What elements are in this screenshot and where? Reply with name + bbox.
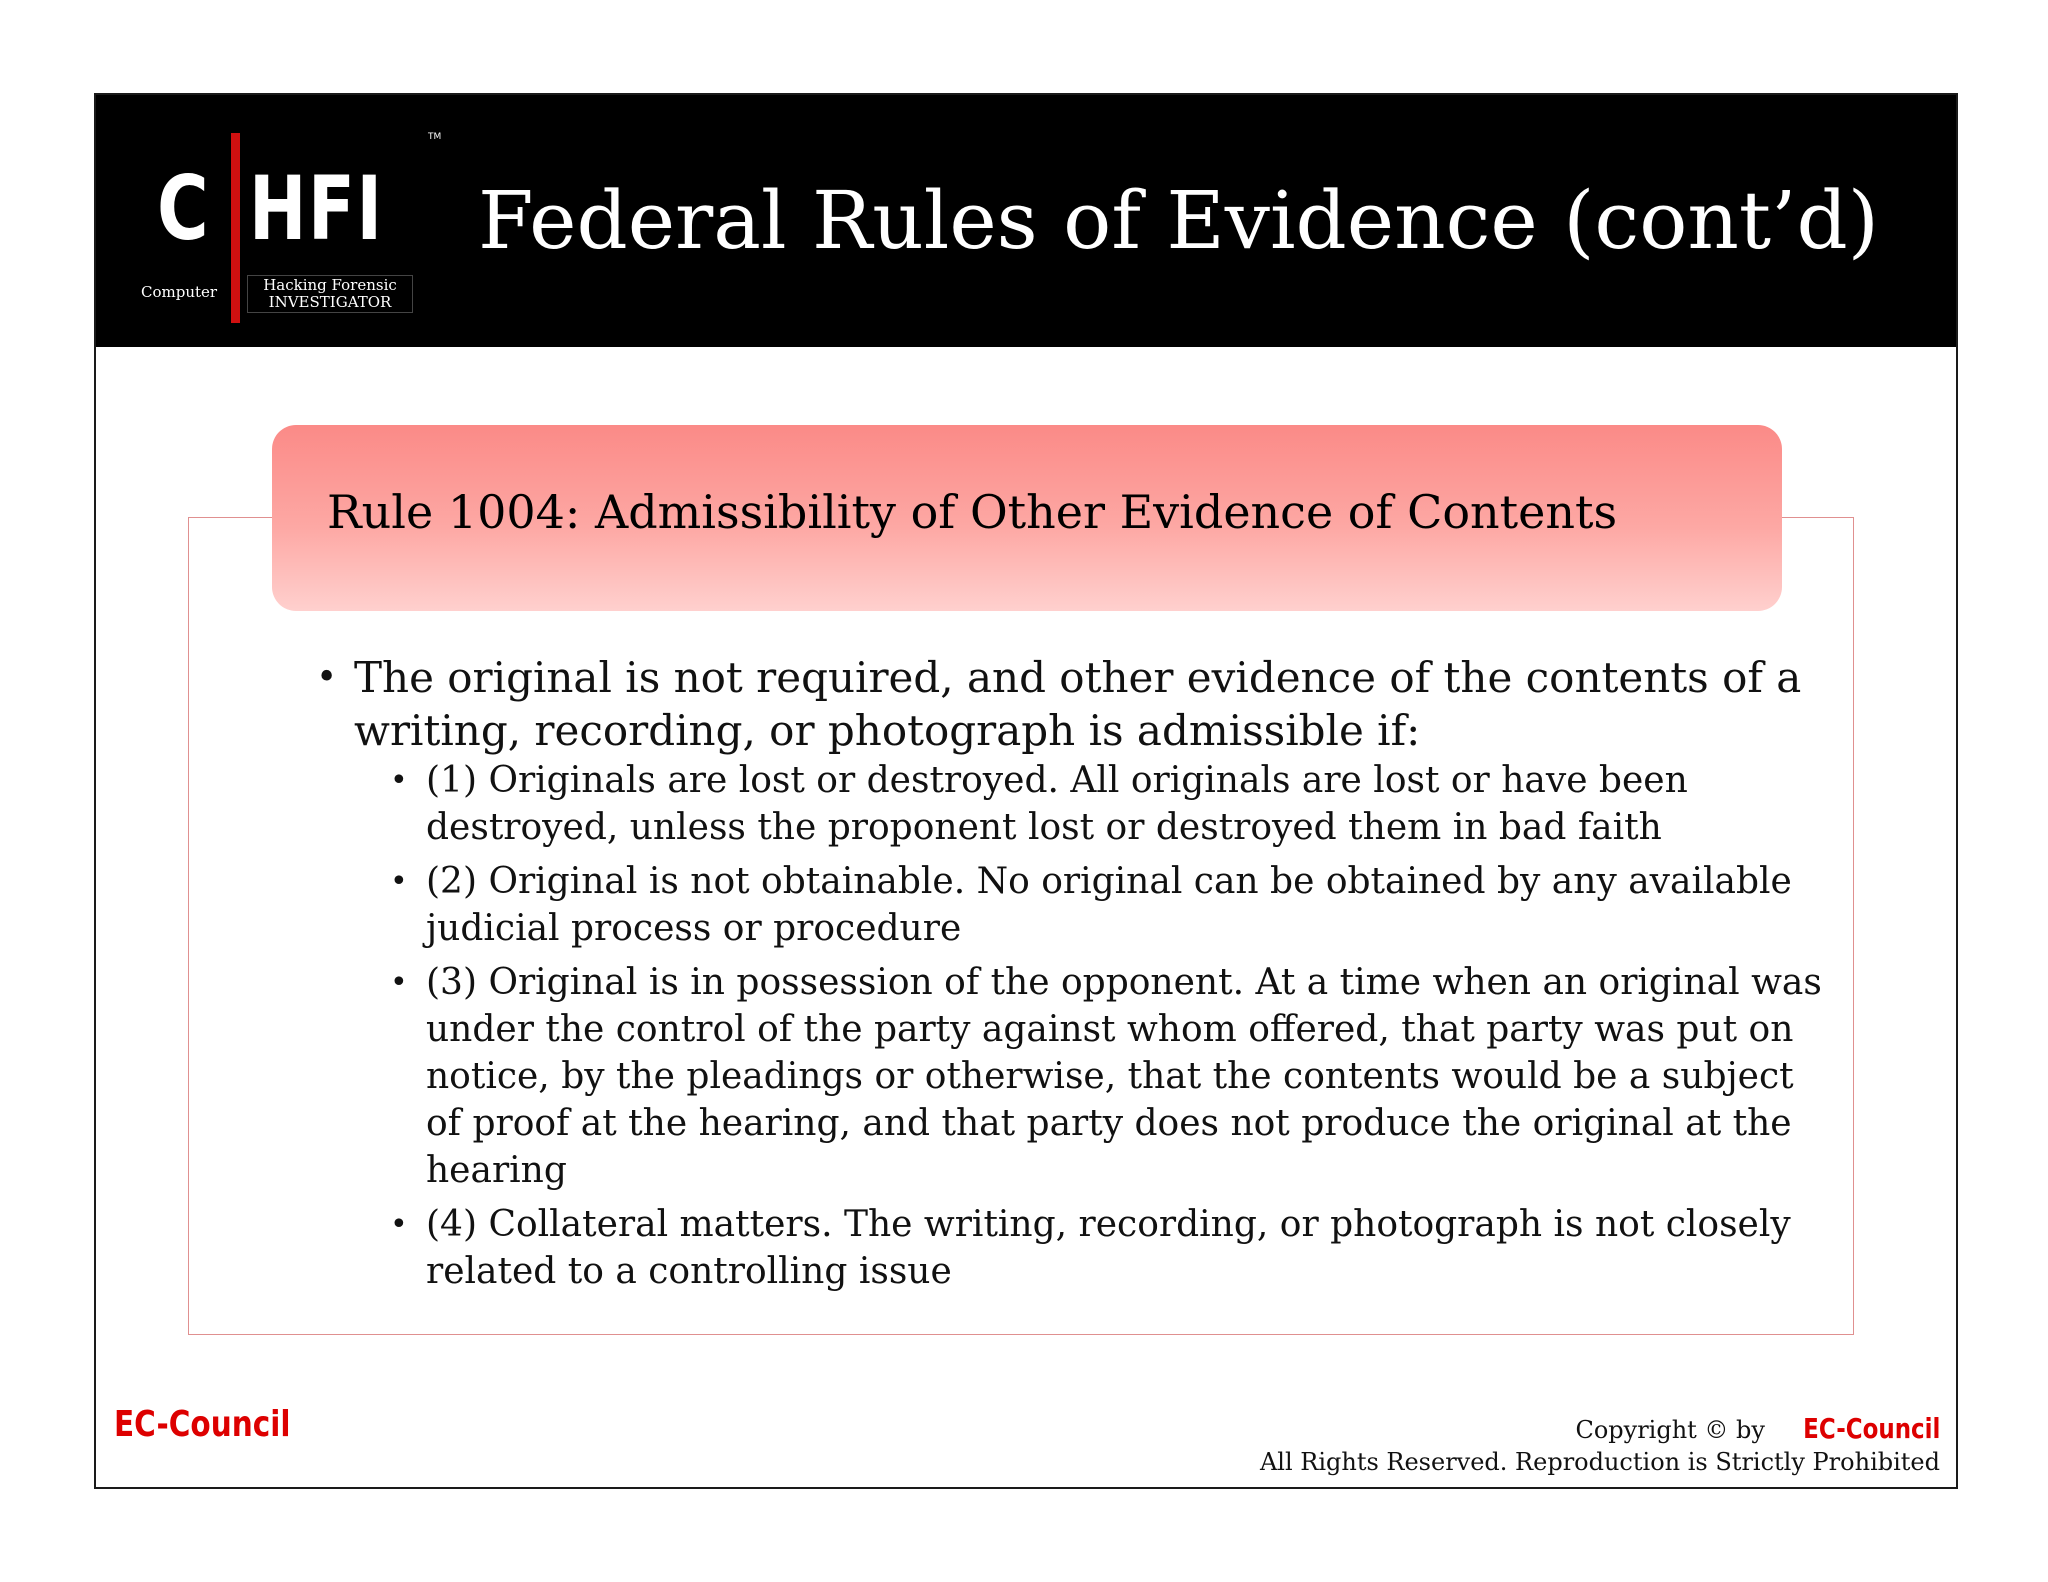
logo-computer-text: Computer [141,283,218,301]
logo-letters-hfi: HFI [249,157,384,260]
logo-subtext [247,275,413,313]
bullet-list [316,651,1836,1302]
sub-bullet-4: • (4) Collateral matters. The writing, recording, or photograph is not closely related to a controlling issue [388,1201,1836,1295]
chfi-logo [141,113,451,333]
sub-bullet-3: • (3) Original is in possession of the opponent. At a time when an original was under the control of the party against whom offered, that party was put on notice, by the pleadings or otherwise, that the contents would be a subject of proof at the hearing, and that party does not produce the original at the hearing [388,959,1836,1194]
logo-hacking-forensic: Hacking Forensic [263,276,397,294]
rule-banner [272,425,1782,611]
logo-investigator: INVESTIGATOR [268,293,392,311]
copyright-brand: EC-Council [1802,1412,1940,1445]
slide [94,93,1958,1489]
sub-bullet-1: • (1) Originals are lost or destroyed. All originals are lost or have been destroyed, unless the proponent lost or destroyed them in bad faith [388,757,1836,851]
copyright-prefix: Copyright © by [1575,1416,1773,1444]
sub-bullet-2: • (2) Original is not obtainable. No original can be obtained by any available judicial process or procedure [388,858,1836,952]
copyright-notice [1260,1413,1940,1478]
rights-line: All Rights Reserved. Reproduction is Strictly Prohibited [1259,1448,1940,1476]
footer-ec-council-logo: EC-Council [114,1404,291,1445]
rule-heading: Rule 1004: Admissibility of Other Evidence of Contents [327,485,1618,539]
logo-red-bar [231,133,240,323]
logo-letter-c: C [157,157,209,260]
main-bullet [316,651,1836,1295]
logo-trademark: TM [428,132,442,142]
copyright-line [1260,1413,1940,1446]
sub-bullet-list [354,757,1836,1295]
page-title: Federal Rules of Evidence (cont’d) [478,174,1879,267]
main-bullet-text: The original is not required, and other evidence of the contents of a writing, recording, or photograph is admissible if: [354,653,1802,755]
header-bar [96,95,1956,347]
